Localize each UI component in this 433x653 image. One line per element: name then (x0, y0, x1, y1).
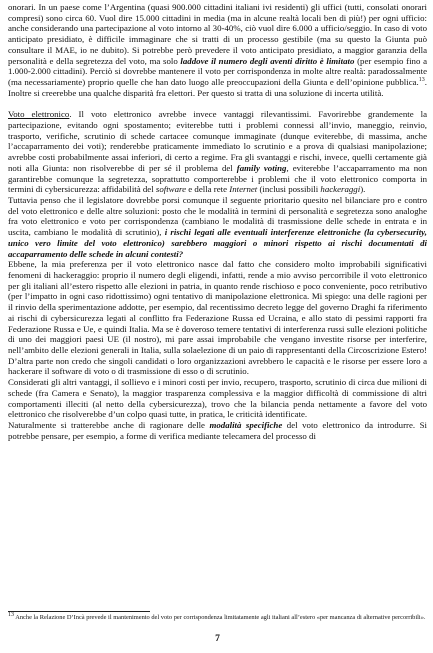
text-run: onorari. In un paese come l’Argentina (quasi 900.000 cittadini italiani ivi residenti) gli uffici (tutti, consolati onorari compresi) sono circa 60. Vuol dire 15.000 cittadini in media (ma in alcune realtà locali ben di più!) per ogni ufficio: anche considerando una partecipazione al voto intorno al 30-40%, ciò vuol dire 6.000 a ufficio/seggio. In caso di voto anticipato presidiato, è difficile immaginare che si tratti di un processo gestibile (ma su questo la Giunta può consultare il MAE, io ne dubito). Si potrebbe però prevedere il voto anticipato presidiato, a maggior garanzia della personalità e della segretezza del voto, ma solo (8, 2, 427, 66)
footnote-separator (8, 611, 150, 612)
text-run: . Il voto elettronico avrebbe invece vantaggi rilevantissimi. Favorirebbe grandemente la partecipazione, evitando ogni spostamento; eviterebbe tutti i problemi connessi all’invio, maneggio, reinvio, trasporto, verifiche, scrutinio di schede cartacee comunque immaginate (dunque eviterebbe, di massima, anche l’accaparramento dei voti); renderebbe praticamente immediato lo scrutinio e a prova di qualsiasi manipolazione; avrebbe costi probabilmente assai inferiori, di certo a regime. Fra gli svantaggi e rischi, invece, quelli certamente già noti alla Giunta: non risolverebbe di per sé il problema del (8, 109, 427, 173)
paragraph-voto-elettronico (8, 109, 427, 259)
text-run: Tuttavia penso che il legislatore dovrebbe porsi comunque il seguente prioritario quesito nel bilanciare pro e contro del voto elettronico e delle altre soluzioni: posto che le modalità in termini di personalità e segretezza sono analoghe fra voto elettronico e voto per corrispondenza (cambiano le modalità di trasmissione delle schede in entrata e in uscita, cambiano le modalità di scrutinio), (8, 194, 427, 238)
text-run: Ebbene, la mia preferenza per il voto elettronico nasce dal fatto che considero molto improbabili significativi fenomeni di hackeraggio: proprio il numero degli eligendi, infatti, rende a mio avviso percorribile il voto elettronico per gli italiani all’estero rispetto alle elezioni in patria, in quanto rende rischioso e poco conveniente, poco retributivo (per l’impatto in ogni caso ridottissimo) ogni tentativo di manipolazione elettronica. Mi spiego: una delle ragioni per il rinvio della sperimentazione addotte, per esempio, dal recentissimo decreto legge del governo Draghi fa riferimento ai rischi di cybersicurezza legati al conflitto fra Federazione Russa ed Ucraina, e allo stato di pessimi rapporti fra Federazione Russa e Ue, e quindi Italia. Ma se è doveroso temere tentativi di interferenza russi sulle elezioni politiche di uno dei maggiori paesi UE (il nostro), mi pare assai improbabile che vengano investite risorse per interferire, nell’ambito delle elezioni generali in Italia, sulla solaelezione di un paio di rappresentanti della Circoscrizione Estero! D’altra parte non credo che singoli candidati o loro organizzazioni avrebbero le capacità e le risorse per essere loro a hackerare il software di voto o di trasmissione di esso o di scrutinio. (8, 259, 427, 377)
text-run: , eviterebbe l’accaparramento ma non garantirebbe comunque la segretezza, soprattutto comporterebbe i problemi che il voto elettronico comporta in termini di cybersicurezza: affidabilità del (8, 162, 427, 195)
text-run: modalità specifiche (209, 420, 283, 431)
text-run: hackeraggi (320, 184, 361, 195)
paragraph-voto-anticipato (8, 2, 427, 98)
text-run: Considerati gli altri vantaggi, il sollievo e i minori costi per invio, recupero, trasporto, scrutinio di circa due milioni di schede (fra Camera e Senato), la maggior trasparenza complessiva e la maggior difficoltà di commissione di altri comportamenti illeciti (al netto della cybersicurezza), trovo che la bilancia penda nettamente a favore del voto elettronico che risolverebbe d’un colpo quasi tutte, in pratica, le criticità identificate. (8, 377, 427, 420)
text-run: laddove il numero degli aventi diritto è limitato (180, 55, 355, 66)
text-run: family voting (236, 162, 287, 173)
footnote-reference: 13 (418, 77, 425, 84)
page-number: 7 (215, 633, 220, 644)
footnote-marker: 13 (8, 611, 14, 618)
text-run: (inclusi possibili (257, 184, 321, 195)
text-run: e della rete (186, 184, 230, 195)
footnote-text: Anche la Relazione D’Incà prevede il mantenimento del voto per corrispondenza limitatamente agli italiani all’estero «per mancanza di alternative percorribili». (15, 614, 426, 621)
text-run: i rischi legati alle eventuali interferenze elettroniche (la cybersecurity, unico vero limite del voto elettronico) sarebbero maggiori o minori rispetto ai rischi documentati di accaparramento delle schede in alcuni contesti? (8, 227, 427, 259)
text-run: . Inoltre si creerebbe una qualche disparità fra elettori. Per questo si tratta di una soluzione di incerta utilità. (8, 77, 427, 98)
text-run: del voto elettronico da introdurre. Si potrebbe pensare, per esempio, a forme di verifica mediante telecamera del processo di (8, 420, 427, 441)
paragraph-hackeraggio (8, 259, 427, 377)
text-run: ). (360, 184, 366, 195)
footnote (8, 611, 427, 622)
text-run: Internet (229, 184, 258, 195)
text-run: Naturalmente si tratterebbe anche di ragionare delle (8, 420, 210, 431)
document-page (8, 2, 427, 647)
text-run: Voto elettronico (8, 109, 70, 120)
text-run: (per esempio fino a 1.000-2.000 cittadini). Perciò si dovrebbe mantenere il voto per corrispondenza in molte altre realtà: paradossalmente (ma necessariamente) proprio quelle che han dato luogo alle preoccupazioni della Giunta e dell’opinione pubblica. (8, 55, 427, 88)
paragraph-conclusione (8, 377, 427, 441)
text-run: software (155, 184, 187, 195)
body-text (8, 2, 427, 441)
